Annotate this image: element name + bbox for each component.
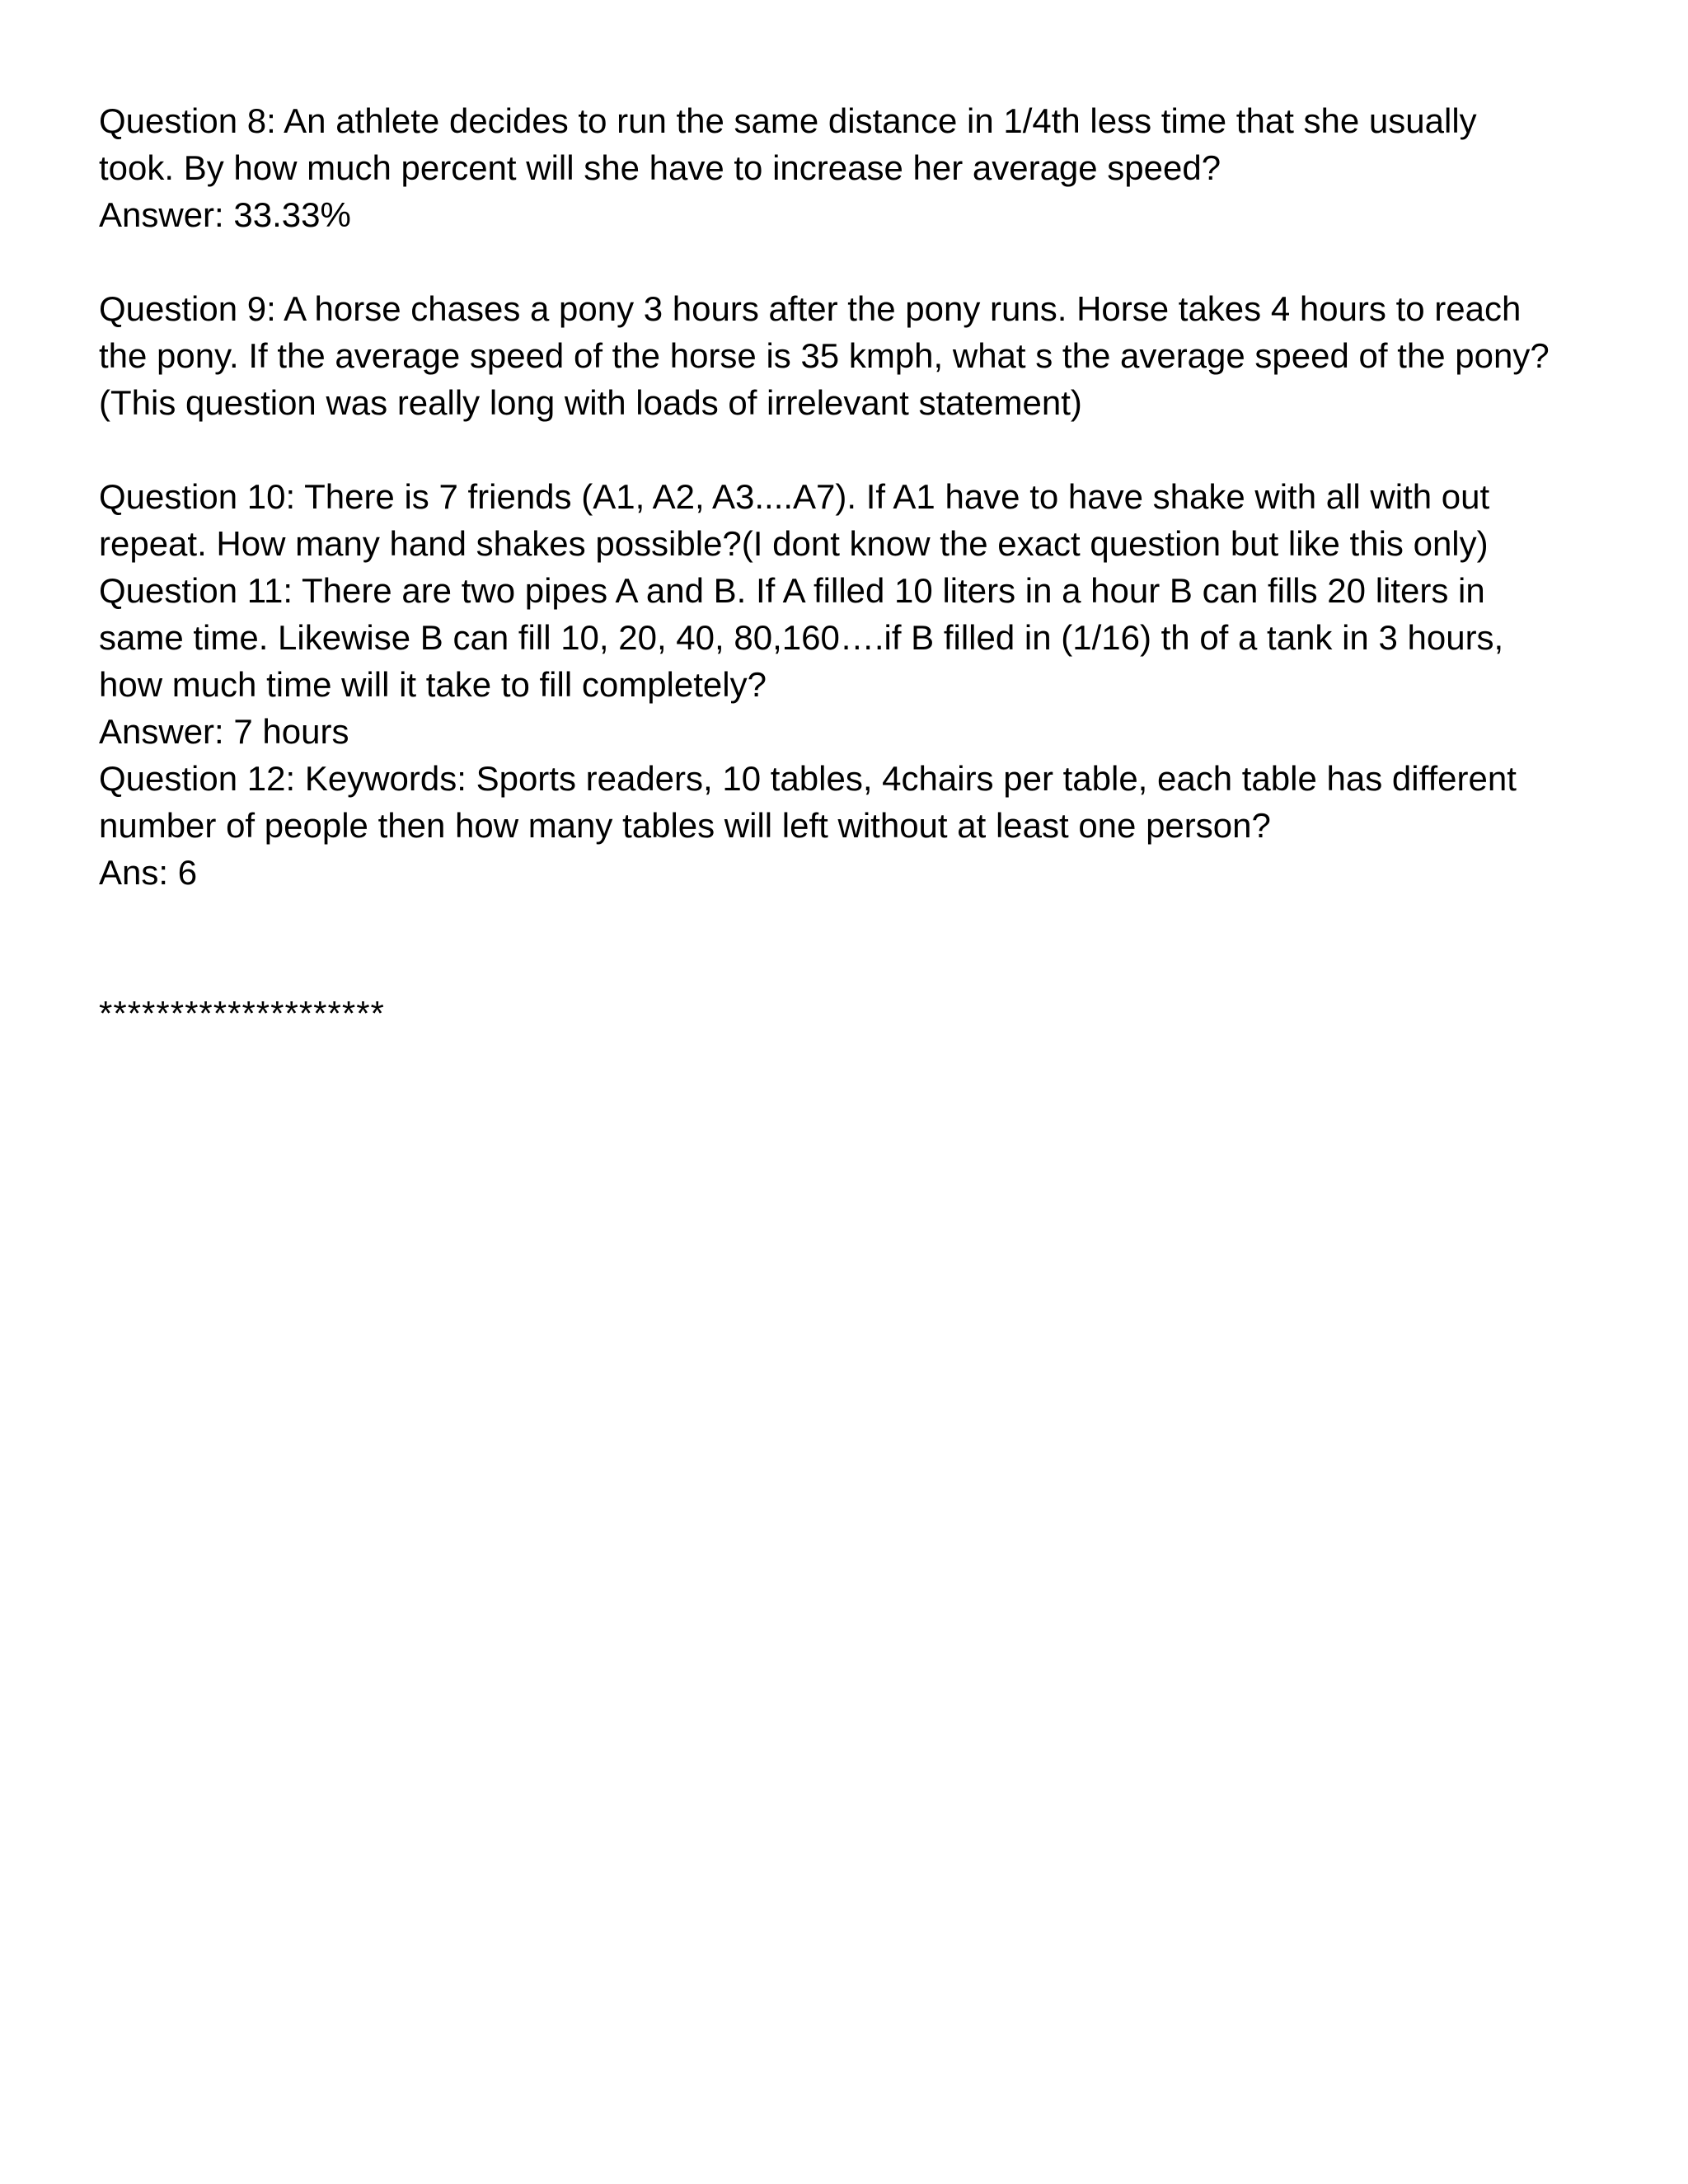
question-8-line-2: took. By how much percent will she have to increase her average speed? [99,148,1221,187]
question-9-line-1: Question 9: A horse chases a pony 3 hours after the pony runs. Horse takes 4 hours to reach [99,289,1522,328]
question-9-note: (This question was really long with loads of irrelevant statement) [99,383,1082,422]
asterisk-separator: ******************** [99,994,385,1033]
question-11-answer: Answer: 7 hours [99,712,349,751]
paragraph-gap [99,426,1607,473]
question-12-line-2: number of people then how many tables will left without at least one person? [99,806,1271,845]
question-11-line-2: same time. Likewise B can fill 10, 20, 40, 80,160….if B filled in (1/16) th of a tank in 3 hours, [99,618,1504,657]
question-12-answer: Ans: 6 [99,853,198,892]
document-text [99,97,1607,1037]
question-8-answer: Answer: 33.33% [99,195,351,234]
question-11-line-1: Question 11: There are two pipes A and B. If A filled 10 liters in a hour B can fills 20 liters in [99,571,1485,610]
paragraph-gap [99,238,1607,285]
question-11-line-3: how much time will it take to fill completely? [99,665,767,704]
question-10-line-2: repeat. How many hand shakes possible?(I dont know the exact question but like this only) [99,524,1489,563]
paragraph-gap [99,943,1607,990]
question-9-line-2: the pony. If the average speed of the horse is 35 kmph, what s the average speed of the pony? [99,336,1550,375]
question-12-line-1: Question 12: Keywords: Sports readers, 10 tables, 4chairs per table, each table has different [99,759,1517,798]
paragraph-gap [99,896,1607,943]
question-10-line-1: Question 10: There is 7 friends (A1, A2, A3....A7). If A1 have to have shake with all with out [99,477,1490,516]
question-8-line-1: Question 8: An athlete decides to run the same distance in 1/4th less time that she usually [99,101,1477,140]
